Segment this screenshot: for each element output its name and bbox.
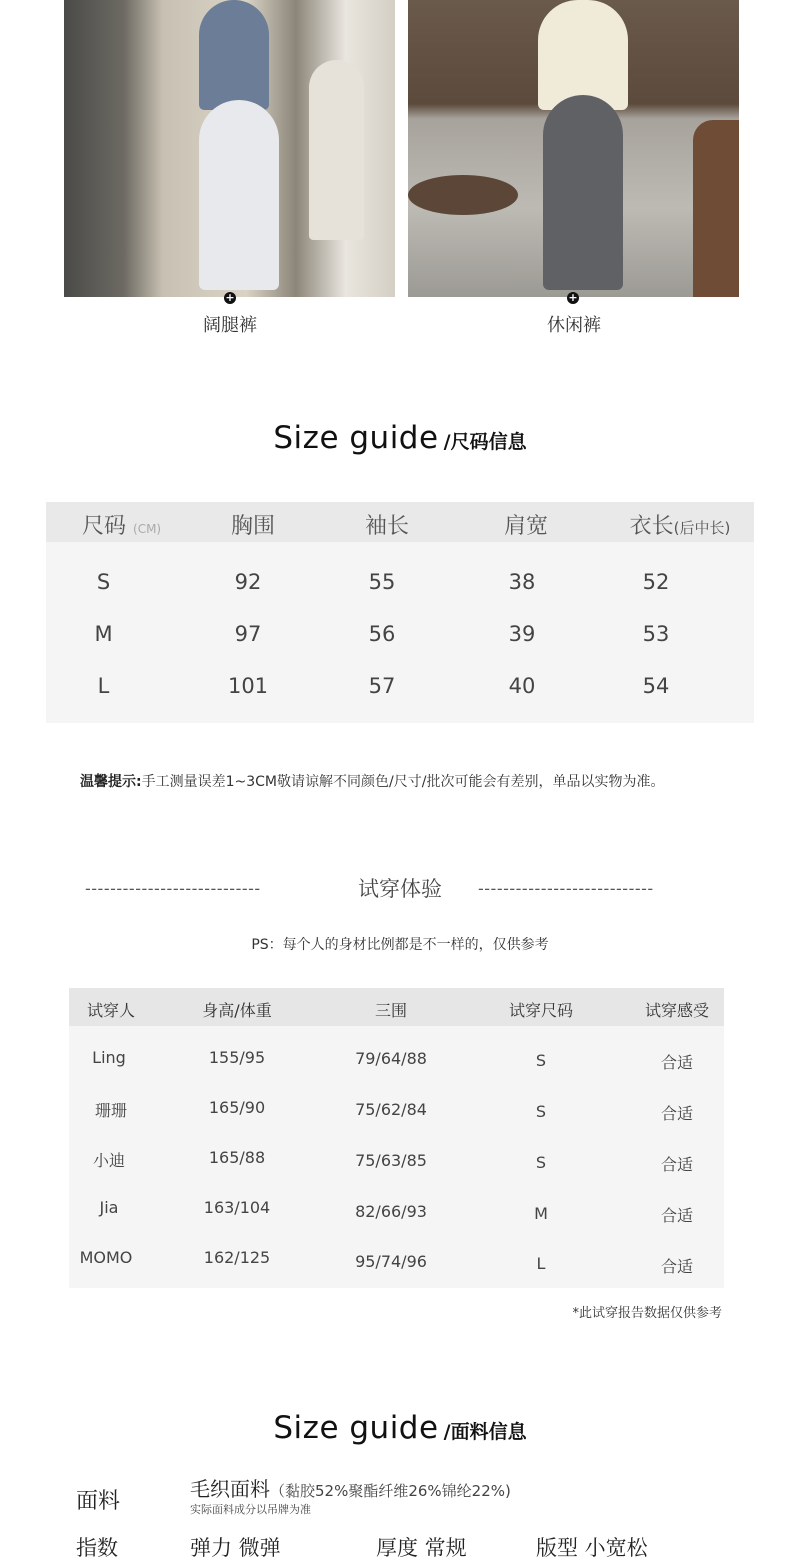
measurements: 82/66/93 (355, 1202, 427, 1221)
length-note: (后中长) (673, 519, 731, 537)
trouser-shape (543, 95, 623, 290)
tester-name: MOMO (79, 1248, 133, 1267)
elasticity-value: 弹力 微弹 (190, 1536, 281, 1560)
height-weight: 162/125 (203, 1248, 271, 1267)
fit-value: 版型 小宽松 (536, 1536, 648, 1560)
fabric-heading (0, 1410, 800, 1446)
tester-name: 珊珊 (94, 1101, 127, 1120)
tip-label: 温馨提示: (80, 774, 142, 790)
fabric-label: 面料 (76, 1489, 121, 1514)
tryon-title: 试穿体验 (358, 877, 442, 901)
size-guide-title: Size guide (273, 420, 439, 456)
plus-icon[interactable]: + (568, 291, 578, 304)
height-weight: 155/95 (208, 1048, 266, 1067)
measurements: 75/62/84 (355, 1100, 427, 1119)
cardigan-shape (199, 0, 269, 110)
plus-icon[interactable]: + (225, 291, 235, 304)
size-cell: M (94, 622, 113, 646)
sleeve-cell: 55 (368, 570, 396, 594)
divider-left: ---------------------------- (85, 879, 261, 898)
header-height-weight: 身高/体重 (202, 1001, 272, 1020)
header-size: 尺码 (CM) (82, 514, 162, 539)
measurement-tip (80, 771, 664, 791)
header-tryon-size: 试穿尺码 (508, 1001, 573, 1020)
table-shape (408, 175, 518, 215)
chest-cell: 97 (234, 622, 262, 646)
tryon-size: S (535, 1051, 547, 1070)
cardigan-shape (538, 0, 628, 110)
trouser-shape (199, 100, 279, 290)
header-sleeve: 袖长 (364, 514, 409, 539)
tryon-ps: PS：每个人的身材比例都是不一样的，仅供参考 (251, 937, 549, 953)
length-cell: 53 (642, 622, 670, 646)
height-weight: 165/90 (208, 1098, 266, 1117)
photo-caption-right: 休闲裤 (547, 315, 601, 336)
length-cell: 54 (642, 674, 670, 698)
tryon-table (69, 988, 724, 1288)
fabric-subtitle: /面料信息 (443, 1421, 527, 1443)
measurements: 95/74/96 (355, 1252, 427, 1271)
header-feeling: 试穿感受 (644, 1001, 709, 1020)
tryon-feeling: 合适 (660, 1053, 693, 1072)
fabric-title: Size guide (273, 1410, 439, 1446)
fabric-note: 实际面料成分以吊牌为准 (190, 1503, 311, 1516)
sleeve-cell: 57 (368, 674, 396, 698)
fabric-value: 毛织面料（黏胶52%聚酯纤维26%锦纶22%) (190, 1477, 511, 1501)
tryon-feeling: 合适 (660, 1257, 693, 1276)
mirror-figure (309, 60, 364, 240)
shoulder-cell: 39 (508, 622, 536, 646)
header-chest: 胸围 (230, 514, 275, 539)
size-guide-subtitle: /尺码信息 (443, 431, 527, 453)
sleeve-cell: 56 (368, 622, 396, 646)
tryon-feeling: 合适 (660, 1104, 693, 1123)
shoulder-cell: 40 (508, 674, 536, 698)
header-measurements: 三围 (374, 1001, 407, 1020)
size-cell: L (97, 674, 110, 698)
header-length: 衣长(后中长) (629, 514, 731, 539)
tryon-size: S (535, 1102, 547, 1121)
height-weight: 165/88 (208, 1148, 266, 1167)
tryon-disclaimer: *此试穿报告数据仅供参考 (572, 1306, 722, 1321)
tester-name: Jia (99, 1198, 119, 1217)
tester-name: 小迪 (92, 1151, 125, 1170)
tryon-size: S (535, 1153, 547, 1172)
tip-text: 手工测量误差1~3CM敬请谅解不同颜色/尺寸/批次可能会有差别，单品以实物为准。 (141, 774, 665, 790)
chest-cell: 92 (234, 570, 262, 594)
size-cell: S (96, 570, 111, 594)
tryon-feeling: 合适 (660, 1206, 693, 1225)
tryon-feeling: 合适 (660, 1155, 693, 1174)
product-photo-casual (408, 0, 739, 297)
photo-caption-left: 阔腿裤 (203, 315, 257, 336)
unit-label: (CM) (133, 522, 162, 536)
chest-cell: 101 (227, 674, 269, 698)
length-cell: 52 (642, 570, 670, 594)
thickness-value: 厚度 常规 (376, 1536, 467, 1560)
chair-shape (693, 120, 739, 297)
header-tester: 试穿人 (86, 1001, 135, 1020)
size-guide-heading (0, 420, 800, 456)
index-label: 指数 (76, 1536, 118, 1560)
tryon-size: M (534, 1204, 548, 1223)
product-photo-wide-leg (64, 0, 395, 297)
divider-right: ---------------------------- (478, 879, 654, 898)
measurements: 79/64/88 (355, 1049, 427, 1068)
size-table (46, 502, 754, 723)
tester-name: Ling (92, 1048, 126, 1067)
header-shoulder: 肩宽 (503, 514, 548, 539)
tryon-size: L (536, 1254, 546, 1273)
measurements: 75/63/85 (355, 1151, 427, 1170)
fabric-composition: （黏胶52%聚酯纤维26%锦纶22%) (270, 1482, 511, 1500)
height-weight: 163/104 (203, 1198, 271, 1217)
shoulder-cell: 38 (508, 570, 536, 594)
